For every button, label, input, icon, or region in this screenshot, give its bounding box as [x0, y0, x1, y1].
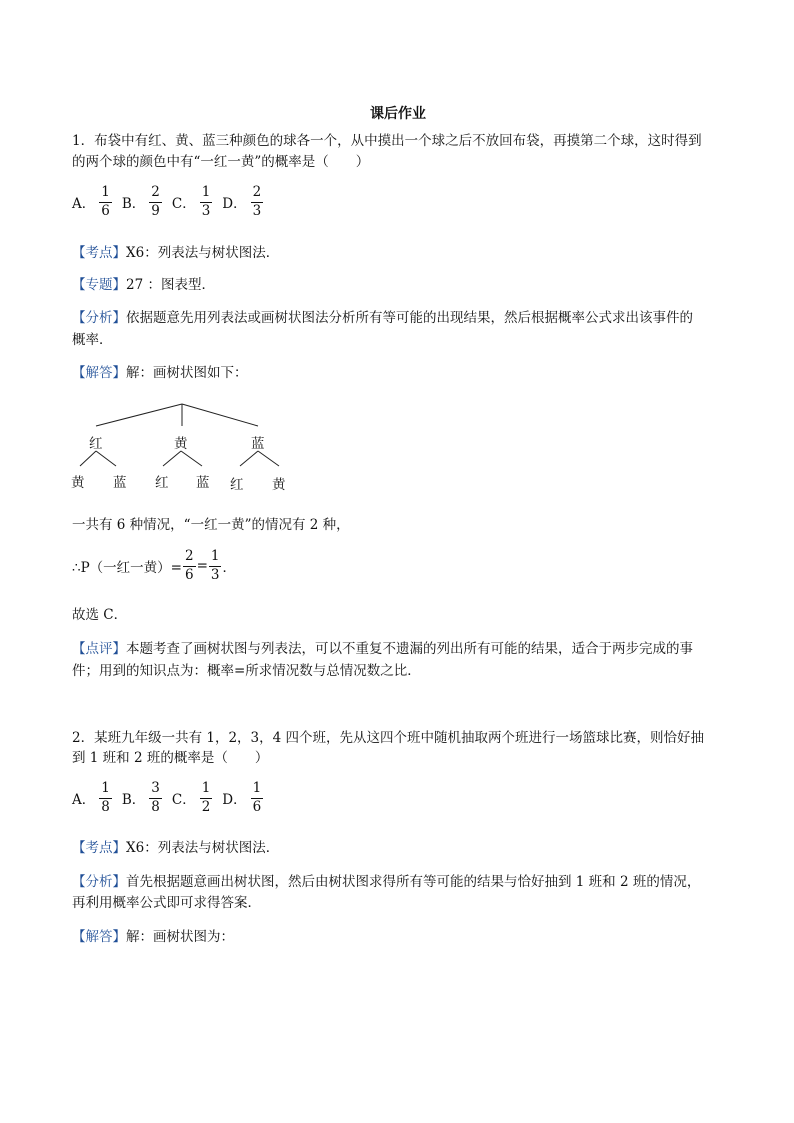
- zhuanti-tag: 【专题】: [72, 277, 126, 293]
- q1-probability: [72, 550, 236, 582]
- dianping-tag: 【点评】: [72, 641, 126, 657]
- denominator: 8: [151, 798, 160, 815]
- numerator: 1: [251, 782, 264, 799]
- kaodian-tag: 【考点】: [72, 245, 126, 261]
- q2-option-b: [122, 782, 168, 814]
- tree-branch-left: [96, 404, 182, 426]
- q2-option-a: [72, 782, 118, 814]
- q2-jieda: [72, 925, 234, 945]
- tree-diagram: [0, 0, 794, 520]
- kaodian-tag: 【考点】: [72, 840, 126, 856]
- tree-leaf: 黄: [71, 475, 85, 491]
- zhuanti-text: 27 ：图表型．: [126, 277, 215, 293]
- numerator: 2: [183, 550, 196, 567]
- numerator: 2: [149, 186, 162, 203]
- fraction: [200, 782, 213, 814]
- numerator: 3: [149, 782, 162, 799]
- option-label: D．: [222, 792, 247, 808]
- denominator: 6: [184, 566, 194, 583]
- option-label: A．: [72, 792, 96, 808]
- q2-fenxi-line2: 再利用概率公式即可求得答案．: [72, 895, 261, 911]
- option-label: A．: [72, 196, 96, 212]
- numerator: 1: [200, 782, 213, 799]
- page-title: 课后作业: [370, 106, 426, 122]
- fraction: [209, 550, 222, 582]
- option-label: B．: [121, 196, 146, 212]
- denominator: 9: [151, 202, 160, 219]
- kaodian-text: X6：列表法与树状图法．: [126, 840, 280, 856]
- tree-branch: [181, 451, 202, 466]
- fenxi-tag: 【分析】: [72, 310, 126, 326]
- q2-stem-line1: 2．某班九年级一共有 1，2，3，4 四个班，先从这四个班中随机抽取两个班进行一场篮球比赛，则恰好抽: [72, 730, 705, 746]
- denominator: 2: [201, 798, 211, 815]
- tree-branch: [163, 451, 181, 466]
- q2-stem-line2: 到 1 班和 2 班的概率是（ ）: [72, 750, 269, 766]
- tree-leaf: 蓝: [113, 475, 127, 491]
- numerator: 1: [209, 550, 222, 567]
- fraction: [149, 782, 162, 814]
- q1-dianping-line1: [72, 637, 693, 657]
- numerator: 1: [99, 782, 112, 799]
- q1-count: 一共有 6 种情况，“一红一黄”的情况有 2 种，: [72, 517, 350, 533]
- tree-node-yellow: 黄: [174, 436, 188, 452]
- fraction: [251, 782, 264, 814]
- fraction: [183, 550, 196, 582]
- tree-branch: [240, 451, 258, 466]
- dianping-text: 本题考查了画树状图与列表法，可以不重复不遗漏的列出所有可能的结果，适合于两步完成的事: [126, 641, 693, 657]
- q1-stem-line2: 的两个球的颜色中有“一红一黄”的概率是（ ）: [72, 154, 370, 170]
- numerator: 1: [200, 186, 213, 203]
- jieda-text: 解：画树状图如下：: [126, 365, 248, 381]
- q2-option-c: [172, 782, 218, 814]
- denominator: 3: [210, 566, 220, 583]
- tree-node-red: 红: [89, 436, 103, 452]
- prob-prefix: ∴P（一红一黄）=: [72, 560, 182, 576]
- q2-option-d: [222, 782, 269, 814]
- jieda-text: 解：画树状图为：: [126, 929, 234, 945]
- fenxi-tag: 【分析】: [72, 874, 126, 890]
- jieda-tag: 【解答】: [72, 365, 126, 381]
- numerator: 2: [251, 186, 264, 203]
- fenxi-text: 首先根据题意画出树状图，然后由树状图求得所有等可能的结果与恰好抽到 1 班和 2 班的情况，: [126, 874, 701, 890]
- tree-node-blue: 蓝: [251, 436, 265, 452]
- fenxi-text: 依据题意先用列表法或画树状图法分析所有等可能的出现结果，然后根据概率公式求出该事件的: [126, 310, 693, 326]
- fraction: [99, 782, 112, 814]
- q2-kaodian: [72, 836, 279, 856]
- tree-leaf: 红: [155, 475, 169, 491]
- denominator: 3: [252, 202, 262, 219]
- tree-branch: [80, 451, 96, 466]
- denominator: 6: [101, 202, 110, 219]
- denominator: 6: [252, 798, 262, 815]
- q1-stem-line1: 1．布袋中有红、黄、蓝三种颜色的球各一个，从中摸出一个球之后不放回布袋，再摸第二个球，这时得到: [72, 133, 702, 149]
- option-label: B．: [121, 792, 146, 808]
- option-label: D．: [222, 196, 247, 212]
- tree-leaf: 蓝: [196, 475, 210, 491]
- q1-answer: 故选 C．: [72, 607, 128, 623]
- equals-sign: =: [196, 558, 208, 574]
- q2-fenxi-line1: [72, 870, 700, 890]
- q1-fenxi-line2: 概率．: [72, 332, 113, 348]
- q2-options: [72, 782, 269, 814]
- tree-branch: [96, 451, 116, 466]
- tree-leaf: 红: [230, 477, 244, 493]
- tree-branch: [258, 451, 279, 466]
- tree-branch-right: [182, 404, 258, 426]
- denominator: 8: [101, 798, 110, 815]
- kaodian-text: X6：列表法与树状图法．: [126, 245, 280, 261]
- option-label: C．: [171, 196, 196, 212]
- option-label: C．: [171, 792, 196, 808]
- numerator: 1: [99, 186, 112, 203]
- jieda-tag: 【解答】: [72, 929, 126, 945]
- prob-end: ．: [222, 560, 236, 576]
- q1-dianping-line2: 件；用到的知识点为：概率=所求情况数与总情况数之比．: [72, 663, 421, 679]
- tree-leaf: 黄: [272, 477, 286, 493]
- denominator: 3: [201, 202, 211, 219]
